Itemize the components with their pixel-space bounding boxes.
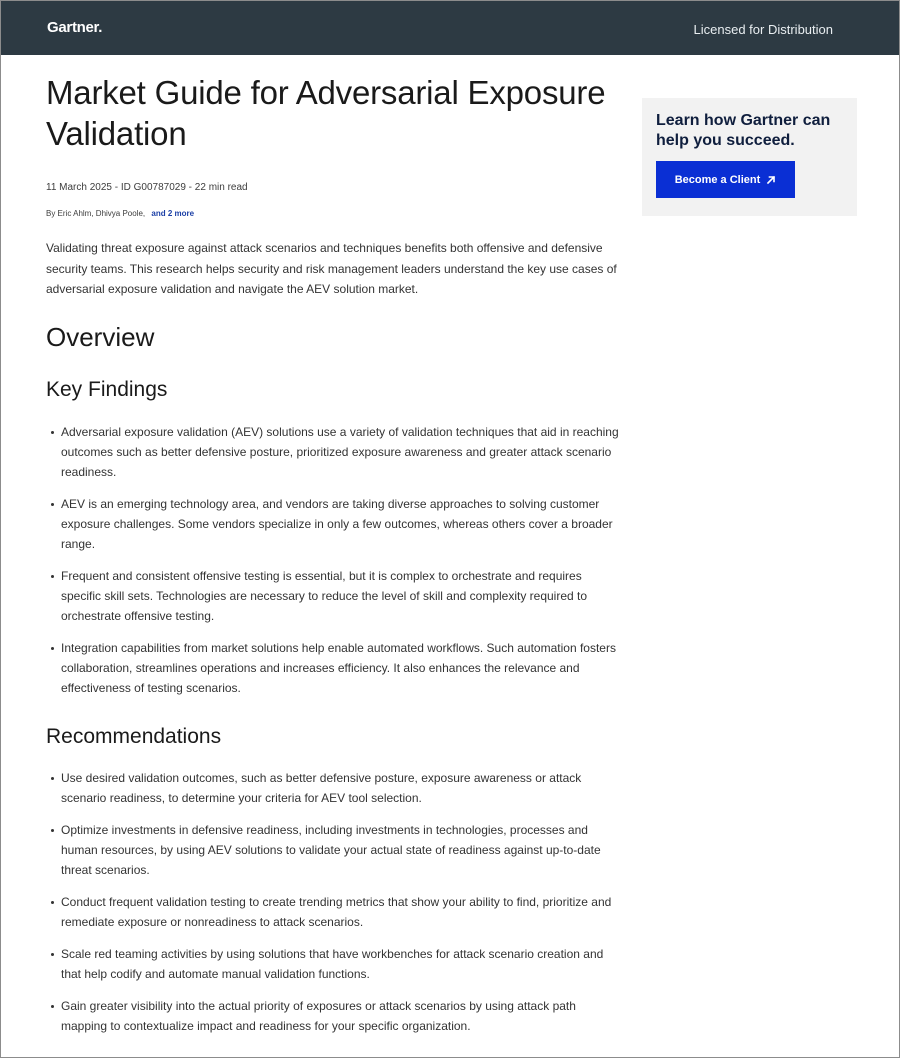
- overview-heading: Overview: [46, 322, 155, 352]
- become-client-label: Become a Client: [674, 173, 761, 186]
- summary-paragraph: Validating threat exposure against attack scenarios and techniques benefits both offensive and defensive security teams. This research helps security and risk management leaders understand the key use cases of adversarial exposure validation and navigate the AEV solution market.: [46, 241, 617, 296]
- cta-panel: [642, 98, 857, 216]
- list-item: Adversarial exposure validation (AEV) solutions use a variety of validation techniques that aid in reaching outcomes such as better defensive posture, prioritized exposure awareness and greater attack scenario readiness.: [46, 422, 624, 482]
- logo-text: Gartner: [47, 19, 99, 36]
- list-item: Gain greater visibility into the actual priority of exposures or attack scenarios by using attack path mapping to contextualize impact and readiness for your specific organization.: [46, 996, 624, 1036]
- list-item: AEV is an emerging technology area, and vendors are taking diverse approaches to solving customer exposure challenges. Some vendors specialize in only a few outcomes, whereas others cover a broader range.: [46, 494, 624, 554]
- list-item: Conduct frequent validation testing to create trending metrics that show your ability to find, prioritize and remediate exposure or nonreadiness to attack scenarios.: [46, 892, 624, 932]
- licensed-label: Licensed for Distribution: [693, 22, 833, 37]
- list-item: Frequent and consistent offensive testing is essential, but it is complex to orchestrate and requires specific skill sets. Technologies are necessary to reduce the level of skill and complexity required to orchestrate offensive testing.: [46, 566, 624, 626]
- list-item: Optimize investments in defensive readiness, including investments in technologies, processes and human resources, by using AEV solutions to validate your actual state of readiness against up-to-date threat scenarios.: [46, 820, 624, 880]
- authors-names: By Eric Ahlm, Dhivya Poole,: [46, 209, 146, 218]
- authors-line: [46, 209, 194, 218]
- cta-heading: Learn how Gartner can help you succeed.: [656, 112, 831, 149]
- list-item: Scale red teaming activities by using solutions that have workbenches for attack scenario creation and that help codify and automate manual validation functions.: [46, 944, 624, 984]
- recommendations-list: [46, 768, 624, 1048]
- list-item: Integration capabilities from market solutions help enable automated workflows. Such automation fosters collaboration, streamlines operations and increases efficiency. It also enhances the relevance and effectiveness of testing scenarios.: [46, 638, 624, 698]
- gartner-logo[interactable]: [47, 19, 102, 36]
- logo-dot: .: [98, 19, 103, 36]
- key-findings-list: [46, 422, 624, 710]
- list-item: Use desired validation outcomes, such as better defensive posture, exposure awareness or attack scenario readiness, to determine your criteria for AEV tool selection.: [46, 768, 624, 808]
- top-bar: [1, 1, 899, 55]
- recommendations-heading: Recommendations: [46, 725, 222, 748]
- become-client-button[interactable]: [656, 161, 795, 198]
- external-arrow-icon: [766, 175, 776, 185]
- key-findings-heading: Key Findings: [46, 378, 168, 401]
- page-title: Market Guide for Adversarial Exposure Validation: [46, 74, 606, 152]
- document-meta: 11 March 2025 - ID G00787029 - 22 min read: [46, 182, 248, 193]
- more-authors-link[interactable]: and 2 more: [151, 209, 195, 218]
